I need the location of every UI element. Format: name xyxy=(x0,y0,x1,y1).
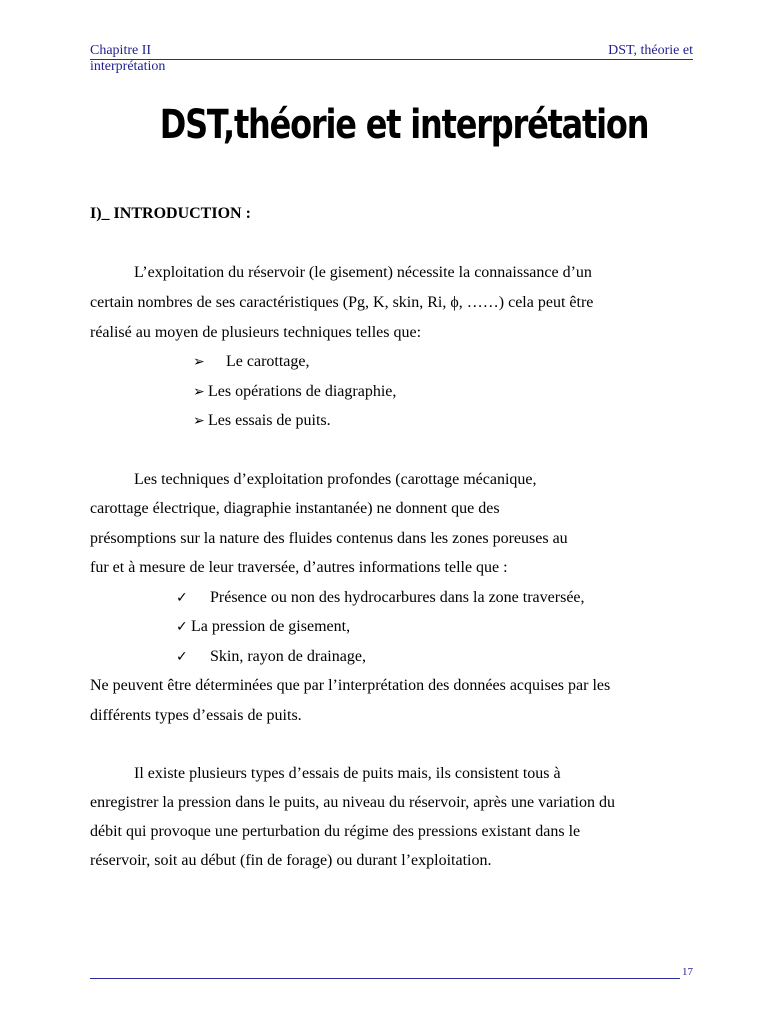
paragraph-line: fur et à mesure de leur traversée, d’autres informations telle que : xyxy=(90,559,508,576)
header-rule xyxy=(90,59,693,60)
running-header-topic: DST, théorie et xyxy=(608,43,693,58)
list-item-label: Skin, rayon de drainage, xyxy=(210,648,366,665)
section-heading: I)_ INTRODUCTION : xyxy=(90,205,251,222)
paragraph-line: différents types d’essais de puits. xyxy=(90,707,302,724)
list-item xyxy=(193,352,310,372)
page-number: 17 xyxy=(682,966,693,978)
paragraph-line: réalisé au moyen de plusieurs techniques telles que: xyxy=(90,324,422,341)
page-title: DST,théorie et interprétation xyxy=(159,102,649,148)
list-item xyxy=(176,617,350,637)
list-item-label: Présence ou non des hydrocarbures dans la zone traversée, xyxy=(210,589,585,606)
footer-rule xyxy=(90,978,680,979)
paragraph-line: Ne peuvent être déterminées que par l’interprétation des données acquises par les xyxy=(90,677,611,694)
paragraph-line: carottage électrique, diagraphie instantanée) ne donnent que des xyxy=(90,500,500,517)
list-item-label: Les opérations de diagraphie, xyxy=(208,383,397,400)
list-item-label: Le carottage, xyxy=(226,353,310,370)
arrow-bullet-icon: ➢ xyxy=(193,413,205,429)
list-item xyxy=(193,411,331,431)
checkmark-icon: ✓ xyxy=(176,649,188,665)
running-header xyxy=(90,43,693,79)
list-item xyxy=(176,647,366,667)
paragraph-line: débit qui provoque une perturbation du régime des pressions existant dans le xyxy=(90,823,581,840)
chapter-label: Chapitre II xyxy=(90,43,152,58)
list-item xyxy=(176,588,585,608)
paragraph-line: présomptions sur la nature des fluides contenus dans les zones poreuses au xyxy=(90,530,568,547)
arrow-bullet-icon: ➢ xyxy=(193,384,205,400)
paragraph-line: enregistrer la pression dans le puits, au niveau du réservoir, après une variation du xyxy=(90,794,615,811)
paragraph-line: Il existe plusieurs types d’essais de puits mais, ils consistent tous à xyxy=(134,765,561,782)
checkmark-icon: ✓ xyxy=(176,590,188,606)
checkmark-icon: ✓ xyxy=(176,619,188,635)
chapter-label-continued: interprétation xyxy=(90,59,166,74)
list-item xyxy=(193,382,396,402)
page-footer xyxy=(90,966,696,986)
paragraph-line: Les techniques d’exploitation profondes (carottage mécanique, xyxy=(134,471,537,488)
paragraph-line: certain nombres de ses caractéristiques (Pg, K, skin, Ri, ϕ, ……) cela peut être xyxy=(90,294,594,311)
list-item-label: Les essais de puits. xyxy=(208,412,331,429)
list-item-label: La pression de gisement, xyxy=(191,618,351,635)
arrow-bullet-icon: ➢ xyxy=(193,354,205,370)
paragraph-line: réservoir, soit au début (fin de forage) ou durant l’exploitation. xyxy=(90,852,492,869)
paragraph-line: L’exploitation du réservoir (le gisement) nécessite la connaissance d’un xyxy=(134,264,592,281)
